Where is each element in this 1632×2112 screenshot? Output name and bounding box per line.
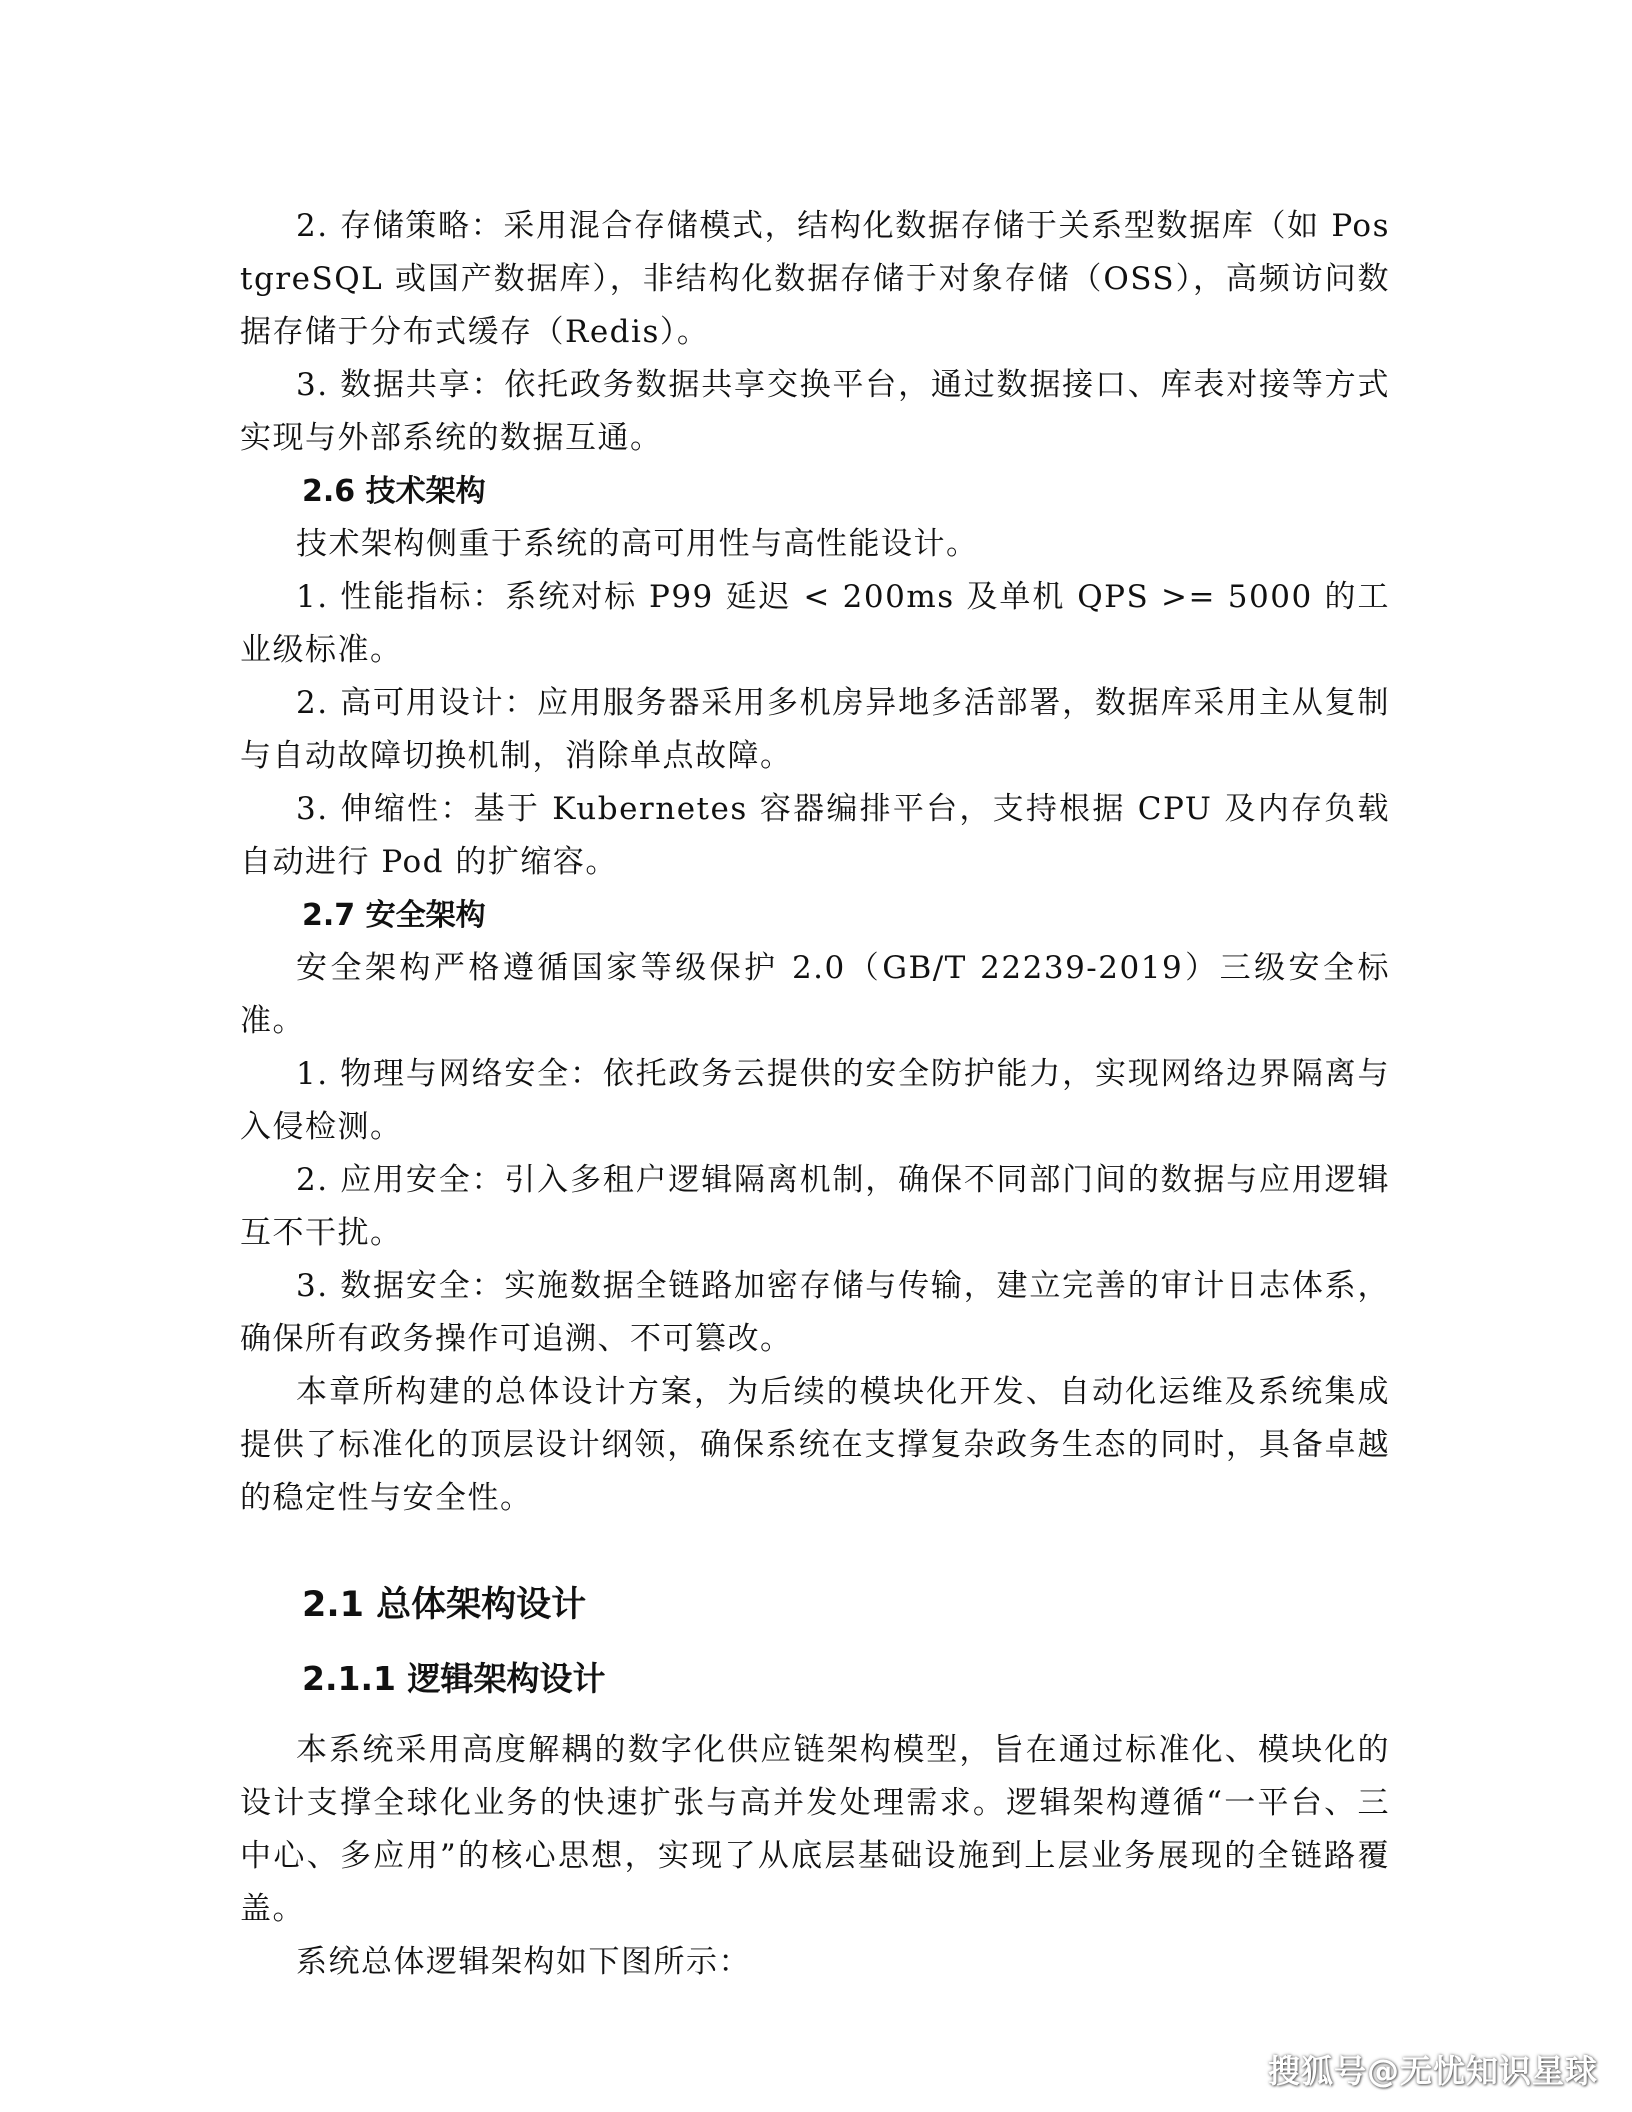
paragraph-data-sharing: 3. 数据共享：依托政务数据共享交换平台，通过数据接口、库表对接等方式实现与外部系统的数据互通。 — [240, 367, 1390, 456]
heading-tech-architecture: 2.6 技术架构 — [302, 474, 486, 509]
heading-overall-architecture: 2.1 总体架构设计 — [302, 1585, 587, 1625]
paragraph-data-security: 3. 数据安全：实施数据全链路加密存储与传输，建立完善的审计日志体系，确保所有政务操作可追溯、不可篡改。 — [240, 1268, 1390, 1357]
paragraph-network-security: 1. 物理与网络安全：依托政务云提供的安全防护能力，实现网络边界隔离与入侵检测。 — [240, 1056, 1390, 1145]
paragraph-application-security: 2. 应用安全：引入多租户逻辑隔离机制，确保不同部门间的数据与应用逻辑互不干扰。 — [240, 1162, 1390, 1251]
heading-logical-architecture: 2.1.1 逻辑架构设计 — [302, 1659, 606, 1698]
paragraph-high-availability: 2. 高可用设计：应用服务器采用多机房异地多活部署，数据库采用主从复制与自动故障切换机制，消除单点故障。 — [240, 685, 1390, 774]
paragraph-chapter-summary: 本章所构建的总体设计方案，为后续的模块化开发、自动化运维及系统集成提供了标准化的顶层设计纲领，确保系统在支撑复杂政务生态的同时，具备卓越的稳定性与安全性。 — [240, 1374, 1390, 1516]
heading-security-architecture: 2.7 安全架构 — [302, 898, 486, 933]
paragraph-storage-strategy: 2. 存储策略：采用混合存储模式，结构化数据存储于关系型数据库（如 PostgreSQL 或国产数据库），非结构化数据存储于对象存储（OSS），高频访问数据存储于分布式缓存（Redis）。 — [240, 208, 1390, 350]
paragraph-figure-lead: 系统总体逻辑架构如下图所示： — [296, 1944, 751, 1980]
paragraph-performance: 1. 性能指标：系统对标 P99 延迟 < 200ms 及单机 QPS >= 5000 的工业级标准。 — [240, 579, 1390, 668]
paragraph-tech-intro: 技术架构侧重于系统的高可用性与高性能设计。 — [296, 526, 979, 562]
document-body — [240, 200, 1390, 1989]
paragraph-logical-intro: 本系统采用高度解耦的数字化供应链架构模型，旨在通过标准化、模块化的设计支撑全球化业务的快速扩张与高并发处理需求。逻辑架构遵循“一平台、三中心、多应用”的核心思想，实现了从底层基础设施到上层业务展现的全链路覆盖。 — [240, 1732, 1390, 1927]
paragraph-security-intro: 安全架构严格遵循国家等级保护 2.0（GB/T 22239-2019）三级安全标准。 — [240, 950, 1390, 1039]
watermark: 搜狐号@无忧知识星球 — [1267, 2052, 1598, 2090]
paragraph-scalability: 3. 伸缩性：基于 Kubernetes 容器编排平台，支持根据 CPU 及内存负载自动进行 Pod 的扩缩容。 — [240, 791, 1390, 880]
